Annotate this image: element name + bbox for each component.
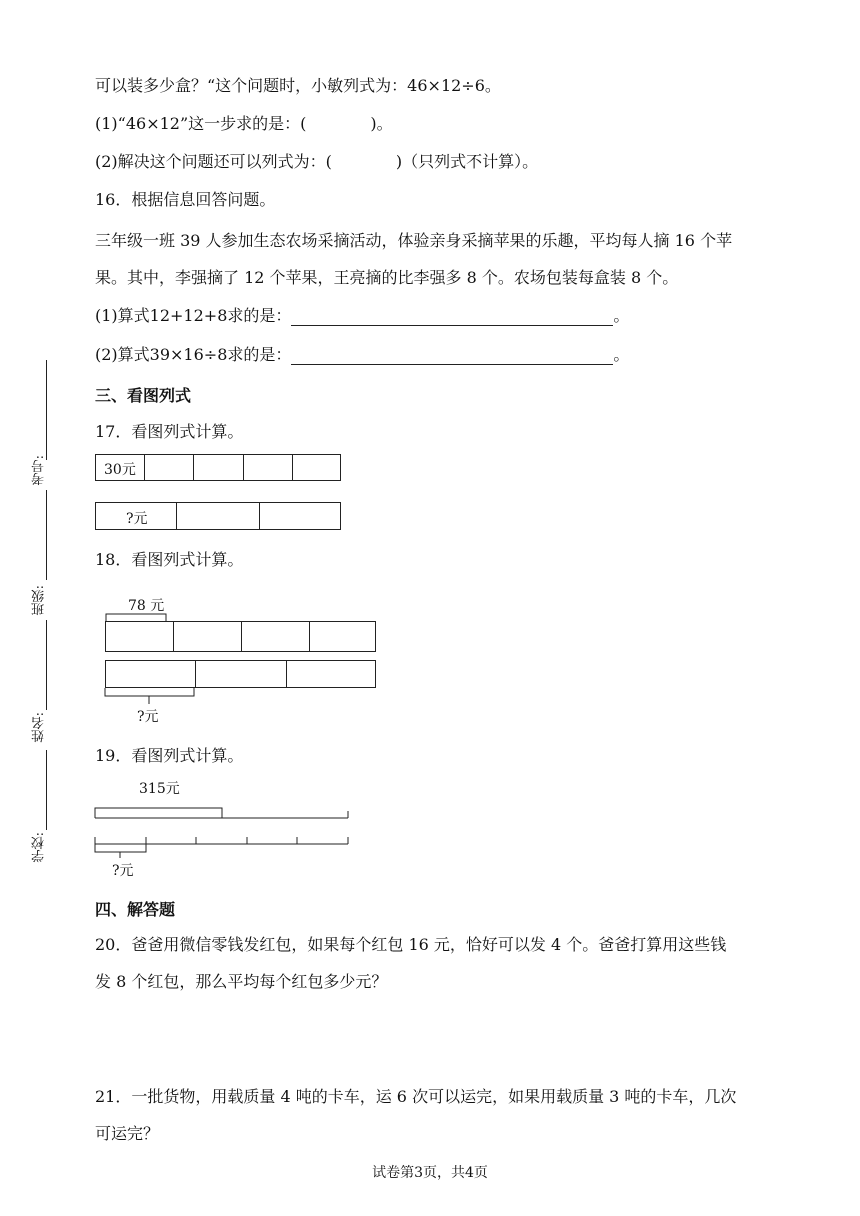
- q15-part2-end: )（只列式不计算）。: [395, 152, 539, 171]
- side-line-4: [46, 750, 47, 830]
- answer-line-16-1[interactable]: [291, 309, 613, 326]
- diagram-18-bottom-divider: [286, 661, 287, 687]
- question-20-text-1: 20．爸爸用微信零钱发红包，如果每个红包 16 元，恰好可以发 4 个。爸爸打算用这些钱: [95, 935, 727, 954]
- q16-part1-period: 。: [613, 306, 630, 325]
- diagram-17-top-label: 30元: [104, 462, 136, 478]
- diagram-18-top-label: 78 元: [128, 598, 165, 614]
- question-16-part1: [95, 306, 629, 326]
- section-4-heading: 四、解答题: [95, 900, 176, 919]
- question-20-text-2: 发 8 个红包，那么平均每个红包多少元？: [95, 972, 388, 991]
- diagram-19-top-label: 315元: [139, 781, 180, 797]
- diagram-17-top-bar: [95, 454, 341, 481]
- q16-part2-text: (2)算式39×16÷8求的是：: [95, 345, 292, 364]
- side-label-banji: 班级:: [32, 585, 47, 616]
- diagram-18-top-divider: [173, 622, 174, 651]
- diagram-17-bottom-divider: [176, 503, 177, 529]
- diagram-18-bottom-divider: [195, 661, 196, 687]
- diagram-17-top-divider: [144, 455, 145, 480]
- diagram-18-top-divider: [241, 622, 242, 651]
- diagram-17-top-divider: [193, 455, 194, 480]
- question-18-title: 18．看图列式计算。: [95, 550, 244, 569]
- diagram-18-bottom-brace: [100, 688, 200, 708]
- q15-part1-text: (1)“46×12”这一步求的是：(: [95, 114, 307, 133]
- question-21-text-2: 可运完？: [95, 1124, 160, 1143]
- side-line-2: [46, 490, 47, 580]
- diagram-17-bottom-divider: [259, 503, 260, 529]
- q16-part1-text: (1)算式12+12+8求的是：: [95, 306, 292, 325]
- side-line-1: [46, 360, 47, 460]
- side-label-kaohao: 考号:: [32, 455, 47, 486]
- diagram-17-bottom-bar: [95, 502, 341, 530]
- q16-part2-period: 。: [613, 345, 630, 364]
- question-16-text-1: 三年级一班 39 人参加生态农场采摘活动，体验亲身采摘苹果的乐趣，平均每人摘 16 个苹: [95, 231, 733, 250]
- question-15-part2: [95, 152, 538, 172]
- diagram-17-bottom-label: ?元: [126, 511, 148, 527]
- question-16-part2: [95, 345, 629, 365]
- q15-part1-end: )。: [370, 114, 393, 133]
- diagram-17-top-divider: [292, 455, 293, 480]
- q15-part2-text: (2)解决这个问题还可以列式为：(: [95, 152, 332, 171]
- page-footer: 试卷第3页，共4页: [372, 1165, 488, 1181]
- side-label-xingming: 姓名:: [32, 712, 47, 743]
- answer-line-16-2[interactable]: [291, 348, 613, 365]
- side-label-xuexiao: 学校:: [32, 832, 47, 863]
- diagram-17-top-divider: [243, 455, 244, 480]
- diagram-18-bottom-bar: [105, 660, 376, 688]
- section-3-heading: 三、看图列式: [95, 386, 192, 405]
- question-15-continuation: 可以装多少盒？“这个问题时，小敏列式为：46×12÷6。: [95, 76, 501, 95]
- question-16-text-2: 果。其中，李强摘了 12 个苹果，王亮摘的比李强多 8 个。农场包装每盒装 8 个。: [95, 268, 679, 287]
- question-21-text-1: 21．一批货物，用载质量 4 吨的卡车，运 6 次可以运完，如果用载质量 3 吨的卡车，几次: [95, 1087, 737, 1106]
- question-17-title: 17．看图列式计算。: [95, 422, 244, 441]
- diagram-18-bottom-label: ?元: [137, 709, 159, 725]
- diagram-18-top-divider: [309, 622, 310, 651]
- question-15-part1: [95, 114, 393, 134]
- diagram-19-bottom-label: ?元: [112, 863, 134, 879]
- diagram-18-top-bar: [105, 621, 376, 652]
- question-16-title: 16．根据信息回答问题。: [95, 190, 276, 209]
- question-19-title: 19．看图列式计算。: [95, 746, 244, 765]
- side-line-3: [46, 620, 47, 710]
